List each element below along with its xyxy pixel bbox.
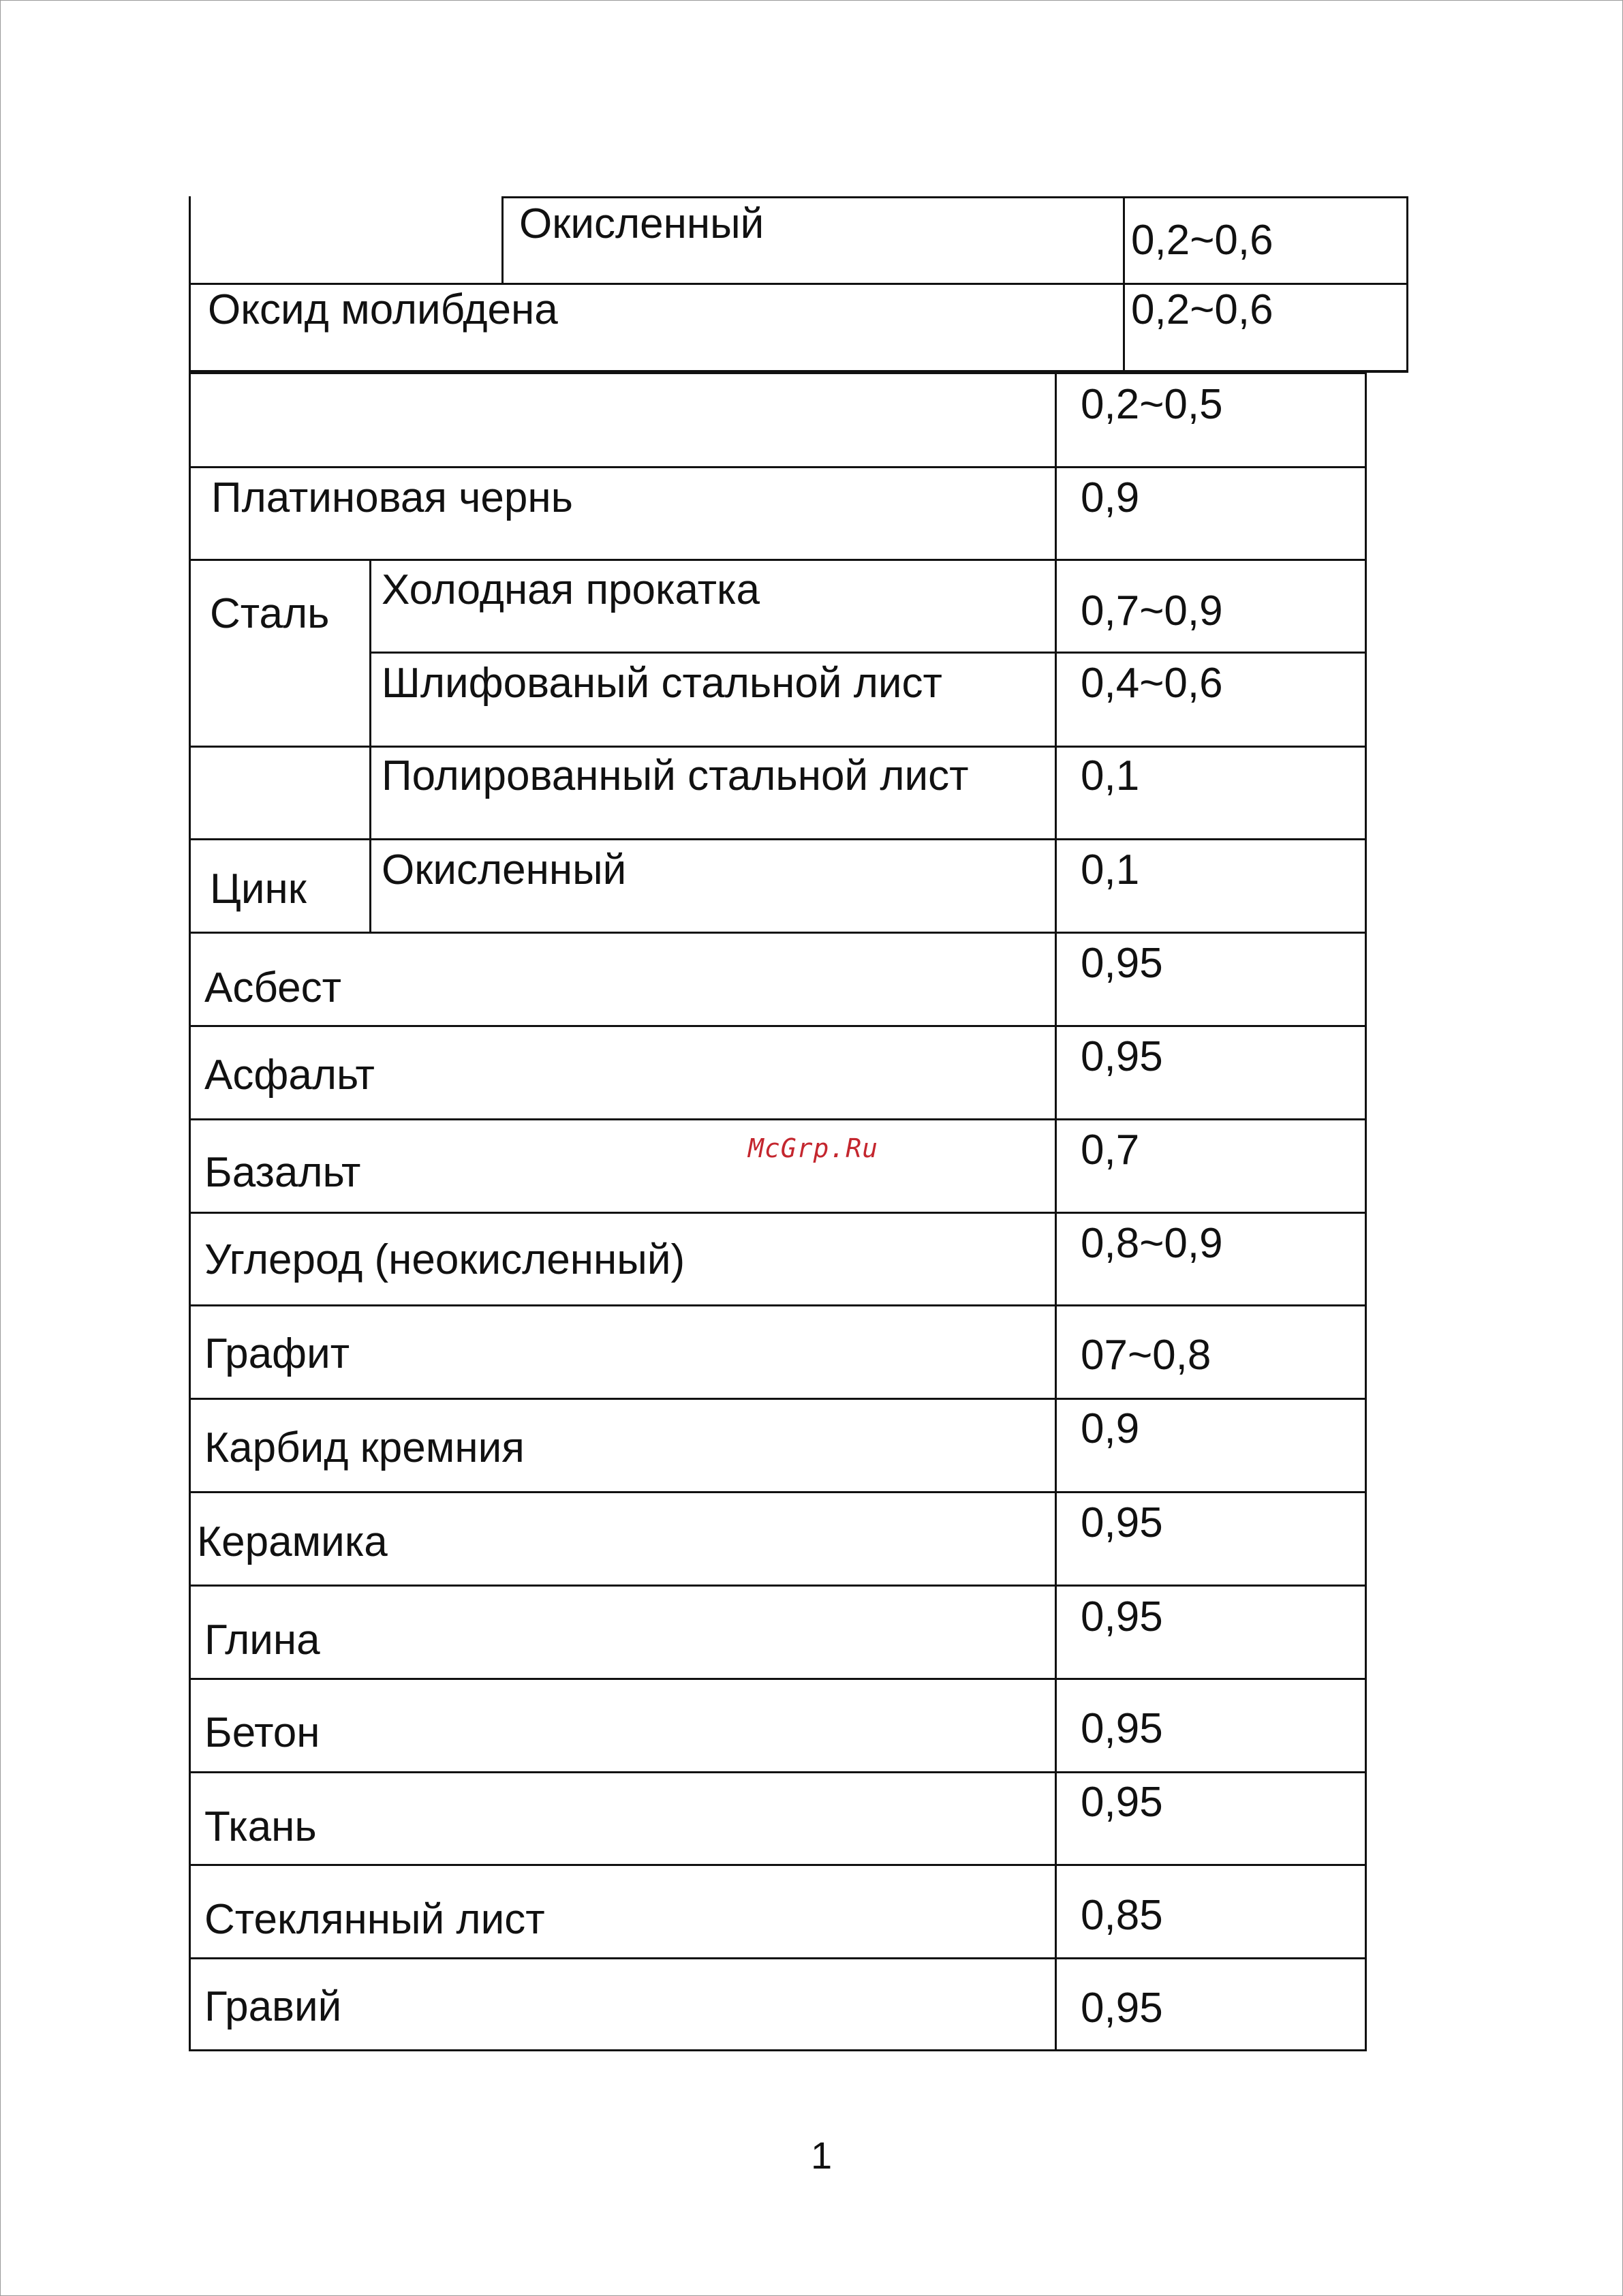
value-cell: 0,85 [1081,1892,1163,1939]
watermark: McGrp.Ru [748,1133,879,1163]
material-cell: Оксид молибдена [208,286,558,333]
value-cell: 0,95 [1081,1499,1163,1546]
subtype-cell: Окисленный [519,200,764,247]
value-cell: 0,95 [1081,1779,1163,1826]
value-cell: 07~0,8 [1081,1332,1211,1379]
value-cell: 0,95 [1081,1985,1163,2032]
value-cell: 0,7 [1081,1127,1140,1174]
value-cell: 0,7~0,9 [1081,587,1223,634]
value-cell: 0,1 [1081,752,1140,799]
value-cell: 0,9 [1081,1405,1140,1452]
page-number: 1 [811,2134,833,2177]
material-cell: Асфальт [204,1052,375,1099]
value-cell: 0,8~0,9 [1081,1220,1223,1267]
subtype-cell: Холодная прокатка [382,566,760,613]
material-cell: Карбид кремния [204,1424,525,1471]
subtype-cell: Окисленный [382,846,627,893]
value-cell: 0,4~0,6 [1081,660,1223,707]
material-cell: Асбест [204,964,342,1011]
material-cell: Базальт [204,1149,361,1196]
subtype-cell: Полированный стальной лист [382,752,969,799]
material-cell: Керамика [197,1518,388,1565]
material-cell: Глина [204,1617,320,1664]
value-cell: 0,2~0,6 [1131,217,1273,264]
value-cell: 0,95 [1081,1033,1163,1080]
value-cell: 0,1 [1081,846,1140,893]
value-cell: 0,95 [1081,1705,1163,1752]
value-cell: 0,2~0,6 [1131,286,1273,333]
material-cell: Платиновая чернь [211,474,573,521]
material-cell: Сталь [210,590,330,637]
material-cell: Стеклянный лист [204,1896,545,1943]
value-cell: 0,9 [1081,474,1140,521]
material-cell: Углерод (неокисленный) [204,1236,685,1283]
material-cell: Цинк [210,866,307,913]
material-cell: Графит [204,1330,350,1377]
value-cell: 0,95 [1081,1593,1163,1640]
subtype-cell: Шлифованый стальной лист [382,660,942,707]
material-cell: Гравий [204,1983,342,2030]
value-cell: 0,95 [1081,940,1163,987]
value-cell: 0,2~0,5 [1081,381,1223,428]
material-cell: Ткань [204,1803,317,1850]
material-cell: Бетон [204,1709,320,1756]
